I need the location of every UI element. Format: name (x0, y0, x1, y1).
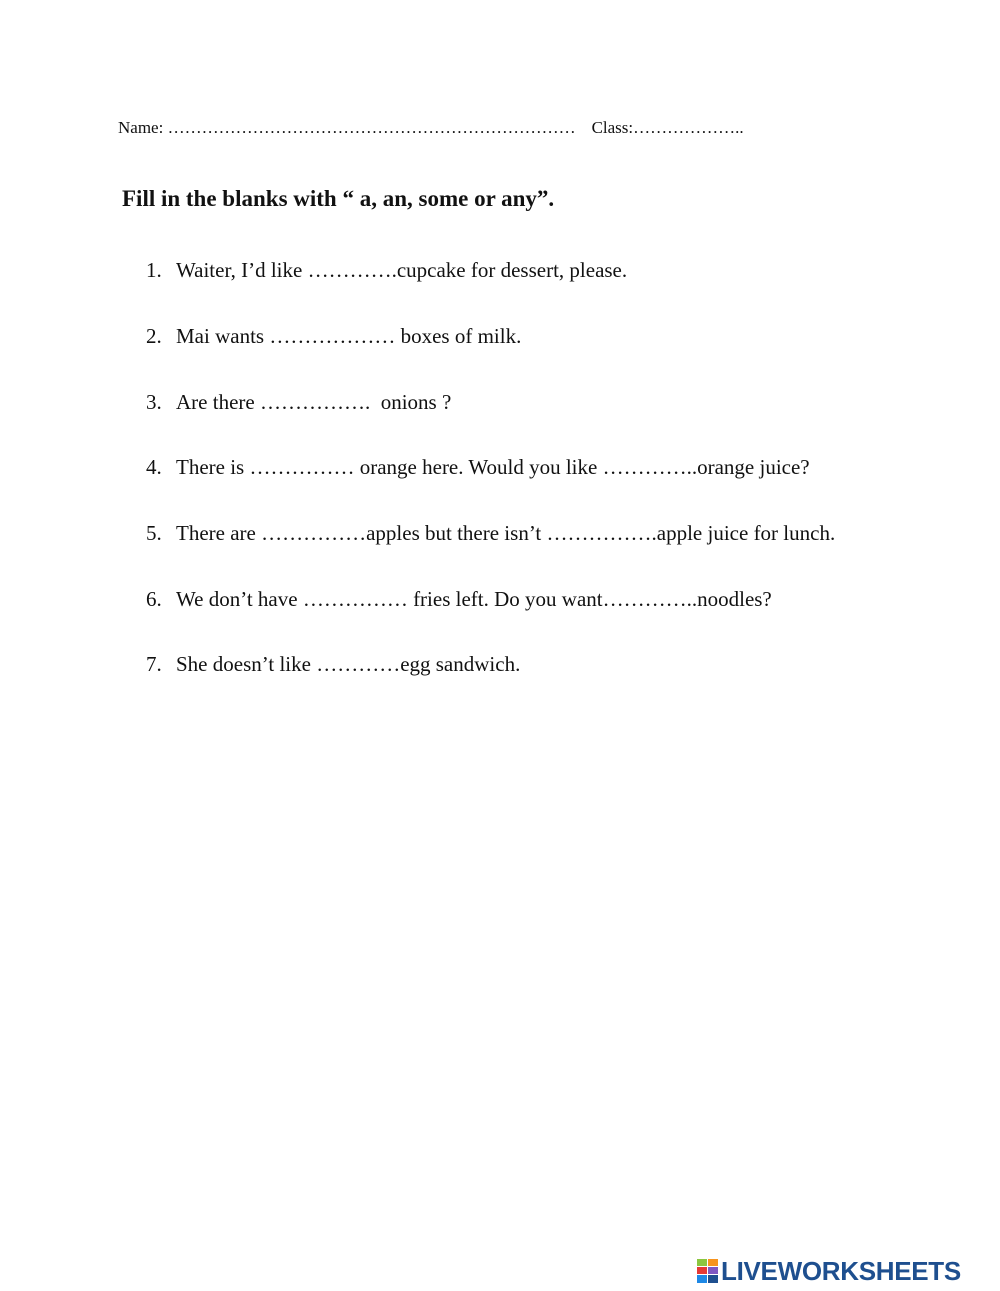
question-number: 2. (146, 324, 162, 348)
liveworksheets-logo (697, 1256, 961, 1286)
question-text: There are (176, 521, 262, 545)
answer-blank[interactable]: ………….. (602, 587, 698, 611)
question-text: apples but there isn’t (366, 521, 547, 545)
question-text: noodles? (697, 587, 772, 611)
answer-blank[interactable]: ………….. (602, 455, 698, 479)
name-field[interactable]: Name: ……………………………………………………………… (118, 118, 576, 137)
student-info-line (118, 118, 744, 138)
logo-text: LIVEWORKSHEETS (721, 1256, 961, 1286)
answer-blank[interactable]: ………… (316, 652, 401, 676)
question-text: Are there (176, 390, 260, 414)
question-text: She doesn’t like (176, 652, 317, 676)
question-text: We don’t have (176, 587, 303, 611)
question-text: boxes of milk. (395, 324, 522, 348)
question-text: egg sandwich. (400, 652, 521, 676)
question-number: 6. (146, 587, 162, 611)
question-item (146, 258, 627, 283)
question-number: 7. (146, 652, 162, 676)
answer-blank[interactable]: …………. (307, 258, 397, 282)
question-item (146, 521, 835, 546)
answer-blank[interactable]: …………… (261, 521, 367, 545)
question-number: 5. (146, 521, 162, 545)
question-text: onions ? (370, 390, 452, 414)
answer-blank[interactable]: ……………… (269, 324, 396, 348)
answer-blank[interactable]: ……………. (259, 390, 371, 414)
answer-blank[interactable]: ……………. (546, 521, 657, 545)
liveworksheets-logo-icon (697, 1257, 719, 1285)
question-item (146, 324, 521, 349)
question-number: 4. (146, 455, 162, 479)
question-number: 1. (146, 258, 162, 282)
question-item (146, 390, 451, 415)
page-title: Fill in the blanks with “ a, an, some or any”. (122, 186, 555, 211)
question-text: cupcake for dessert, please. (396, 258, 628, 282)
question-text: Mai wants (176, 324, 270, 348)
question-text: orange here. Would you like (354, 455, 603, 479)
question-item (146, 587, 772, 612)
question-item (146, 455, 810, 480)
question-number: 3. (146, 390, 162, 414)
question-text: Waiter, I’d like (176, 258, 308, 282)
class-field[interactable]: Class:……………….. (591, 118, 744, 137)
answer-blank[interactable]: …………… (249, 455, 355, 479)
question-text: fries left. Do you want (407, 587, 603, 611)
question-text: There is (176, 455, 250, 479)
question-text: orange juice? (697, 455, 810, 479)
question-text: apple juice for lunch. (656, 521, 836, 545)
answer-blank[interactable]: …………… (302, 587, 408, 611)
question-item (146, 652, 520, 677)
